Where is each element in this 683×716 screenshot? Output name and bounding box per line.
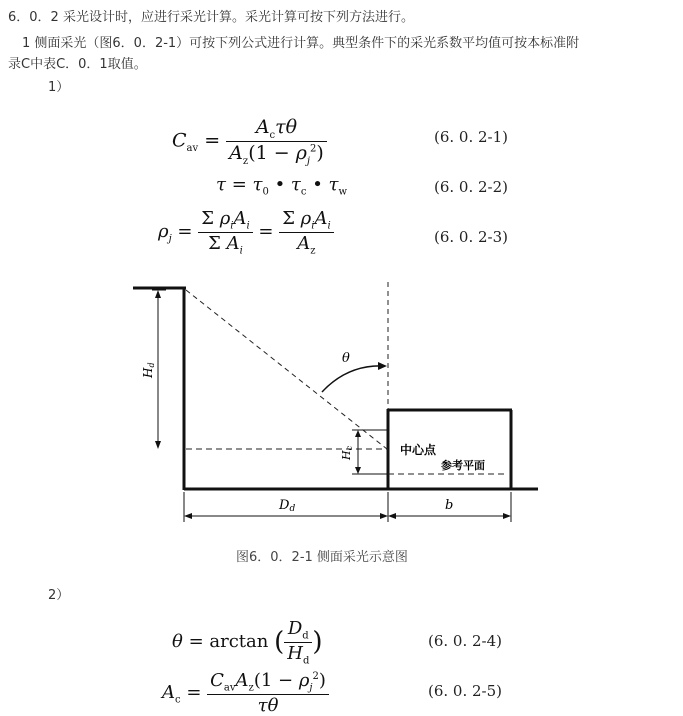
formula-transmittance: $\tau = \tau_0$ • $\tau_c$ • $\tau_w$	[216, 174, 348, 198]
section-heading: 6．0．2 采光设计时，应进行采光计算。采光计算可按下列方法进行。	[8, 10, 414, 25]
paragraph-line: 1 侧面采光（图6．0．2-1）可按下列公式进行计算。典型条件下的采光系数平均值可按本标准附	[22, 36, 580, 51]
center-point-label: 中心点	[400, 443, 437, 457]
reference-plane-label: 参考平面	[441, 459, 485, 472]
formula-reflectance: $\rho_j$ = $\frac{\Sigma \rho_iA_i}{\Sigma A_i}$ = $\frac{\Sigma \rho_iA_i}{A_z}$	[158, 208, 334, 256]
formula-angle: θ = arctan ( $\frac{D_d}{H_d}$ )	[172, 618, 323, 667]
equation-number: (6. 0. 2-1)	[434, 128, 509, 146]
list-marker-1: 1）	[48, 80, 70, 95]
paragraph-line: 录C中表C．0．1取值。	[8, 57, 147, 72]
equation-number: (6. 0. 2-4)	[428, 632, 503, 650]
figure-caption: 图6．0．2-1 侧面采光示意图	[236, 550, 408, 565]
side-lighting-diagram	[0, 270, 683, 530]
hc-label: Hc	[340, 445, 354, 460]
equation-number: (6. 0. 2-3)	[434, 228, 509, 246]
list-marker-2: 2）	[48, 588, 70, 603]
formula-window-area: $A_c$ = $\frac{C_{av}A_z(1 - \rho_j^2)}{\tau\theta}$	[162, 670, 329, 716]
hd-label: Hd	[141, 362, 156, 378]
theta-arrow	[378, 362, 387, 370]
equation-number: (6. 0. 2-5)	[428, 682, 503, 700]
dd-label: Dd	[279, 498, 296, 514]
equation-number: (6. 0. 2-2)	[434, 178, 509, 196]
theta-arc	[322, 366, 385, 392]
formula-average-daylight-factor: $C_{av}$ = $\frac{A_c\tau\theta}{A_z(1 - \rho_j^2)}$	[172, 116, 327, 167]
b-label: b	[445, 498, 454, 513]
theta-label: θ	[342, 351, 350, 366]
